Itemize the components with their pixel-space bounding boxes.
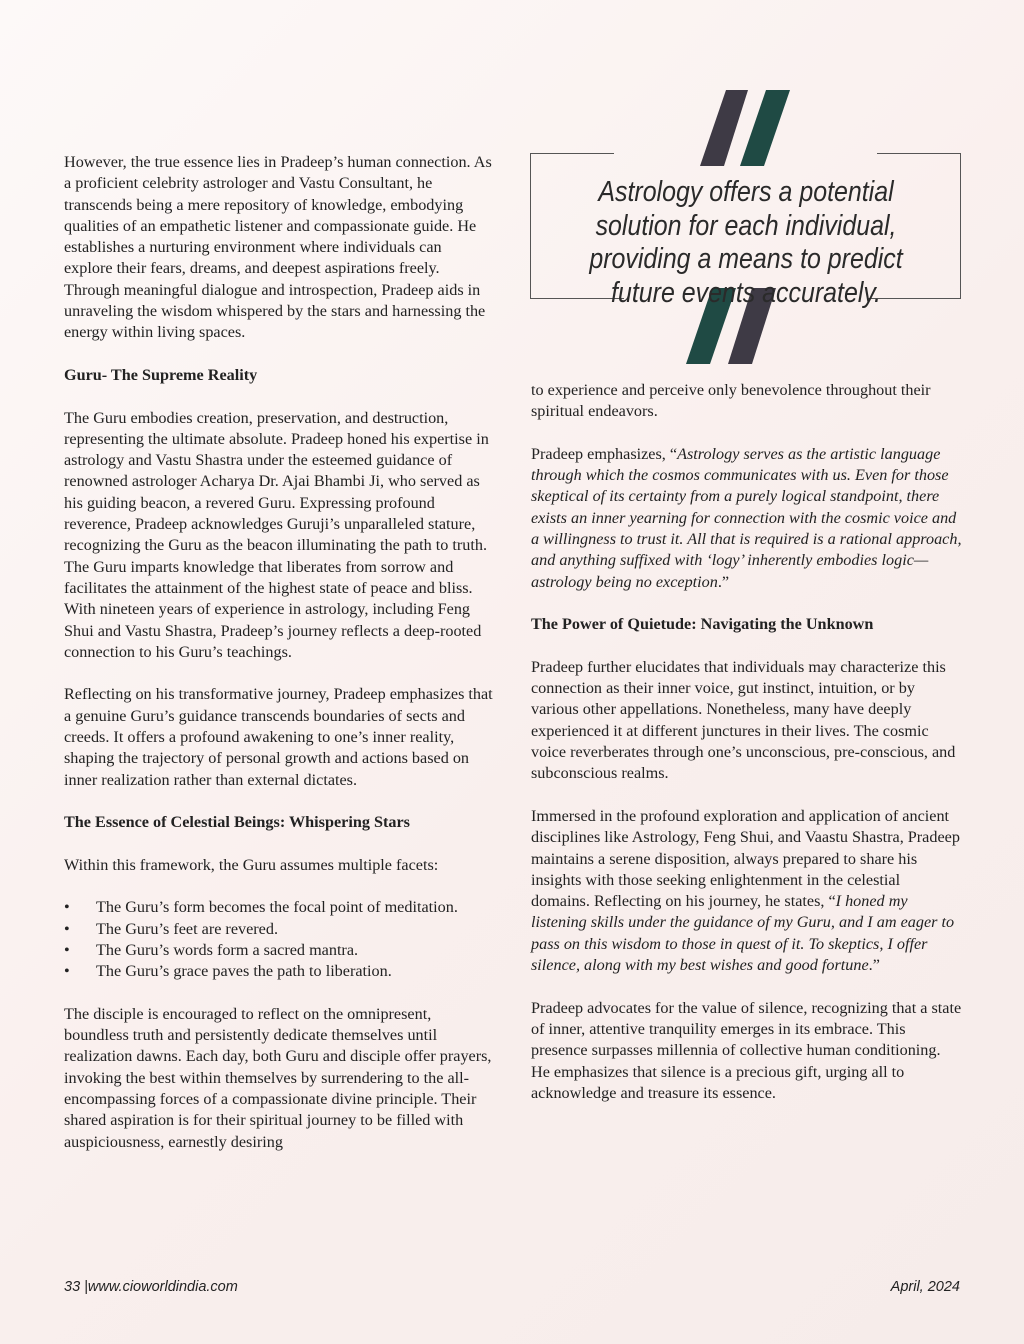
quote-frame-line	[530, 153, 531, 299]
bullet-icon: •	[64, 962, 70, 981]
left-column	[64, 152, 494, 1174]
footer-date: April, 2024	[890, 1279, 960, 1295]
facets-intro: Within this framework, the Guru assumes multiple facets:	[64, 855, 439, 874]
reflection-paragraph: Reflecting on his transformative journey, Pradeep emphasizes that a genuine Guru’s guidance transcends boundaries of sects and creeds. It offers a profound awakening to one’s inner reality, shaping the trajectory of personal growth and actions based on inner realization rather than external dictates.	[64, 685, 493, 789]
open-quote-icon	[698, 88, 794, 168]
bullet-icon: •	[64, 919, 70, 938]
guru-paragraph: The Guru embodies creation, preservation, and destruction, representing the ultimate absolute. Pradeep honed his expertise in astrology and Vastu Shastra under the esteemed guidance of renowned astrologer Acharya Dr. Ajai Bhambi Ji, who served as his guiding beacon, a revered Guru. Expressing profound reverence, Pradeep acknowledges Guruji’s unparalleled stature, recognizing the Guru as the beacon illuminating the path to truth. The Guru imparts knowledge that liberates from sorrow and facilitates the attainment of the highest state of peace and bliss. With nineteen years of experience in astrology, including Feng Shui and Vastu Shastra, Pradeep’s journey reflects a deep-rooted connection to his Guru’s teachings.	[64, 408, 489, 661]
quote-paragraph: Pradeep emphasizes, “Astrology serves as the artistic language through which the cosmos communicates with us. Even for those skeptical of its certainty from a purely logical standpoint, there exists an inner yearning for connection with the cosmic voice and a willingness to trust it. All that is required is a rational approach, and anything suffixed with ‘logy’ inherently embodies logic—astrology being no exception.”	[531, 444, 962, 591]
list-item: • The Guru’s form becomes the focal point of meditation.	[64, 897, 494, 918]
inline-quote: Astrology serves as the artistic language through which the cosmos communicates with us. Even for those skeptical of its certainty from a purely logical standpoint, there exists an inner yearning for connection with the cosmic voice and a willingness to trust it. All that is required is a rational approach, and anything suffixed with ‘logy’ inherently embodies logic—astrology being no exception	[531, 444, 962, 591]
inline-quote: I honed my listening skills under the guidance of my Guru, and I am eager to pass on this wisdom to those in quest of it. To skeptics, I offer silence, along with my best wishes and good fortune	[531, 892, 955, 975]
quote-frame-line	[530, 153, 614, 154]
list-item: • The Guru’s grace paves the path to liberation.	[64, 961, 494, 982]
continuation-paragraph: to experience and perceive only benevolence throughout their spiritual endeavors.	[531, 381, 931, 421]
inner-voice-paragraph: Pradeep further elucidates that individuals may characterize this connection as their inner voice, gut instinct, intuition, or by various other appellations. Nonetheless, many have deeply experienced it at different junctures in their lives. The cosmic voice reverberates through one’s unconscious, pre-conscious, and subconscious realms.	[531, 657, 956, 783]
pull-quote	[530, 88, 962, 368]
intro-paragraph: However, the true essence lies in Pradeep’s human connection. As a proficient celebrity astrologer and Vastu Consultant, he transcends being a mere repository of knowledge, embodying qualities of an empathetic listener and compassionate guide. He establishes a nurturing environment where individuals can explore their fears, dreams, and deepest aspirations freely. Through meaningful dialogue and introspection, Pradeep aids in unraveling the wisdom whispered by the stars and harnessing the energy within living spaces.	[64, 153, 492, 342]
footer-page-url: 33 |www.cioworldindia.com	[64, 1279, 238, 1295]
silence-paragraph: Pradeep advocates for the value of silence, recognizing that a state of inner, attentive tranquility emerges in its embrace. This presence surpasses millennia of collective human conditioning. He emphasizes that silence is a precious gift, urging all to acknowledge and treasure its essence.	[531, 998, 962, 1102]
pull-quote-text: Astrology offers a potential solution for each individual, providing a means to predict future events accurately.	[589, 176, 903, 309]
right-column	[531, 380, 963, 1125]
facets-list	[64, 897, 494, 982]
list-item: • The Guru’s words form a sacred mantra.	[64, 940, 494, 961]
bullet-icon: •	[64, 940, 70, 959]
section-heading-guru: Guru- The Supreme Reality	[64, 365, 258, 384]
bullet-icon: •	[64, 898, 70, 917]
disciplines-paragraph: Immersed in the profound exploration and application of ancient disciplines like Astrology, Feng Shui, and Vaastu Shastra, Pradeep maintains a serene disposition, always prepared to share his insights with those seeking enlightenment in the celestial domains. Reflecting on his journey, he states, “I honed my listening skills under the guidance of my Guru, and I am eager to pass on this wisdom to those in quest of it. To skeptics, I offer silence, along with my best wishes and good fortune.”	[531, 806, 960, 975]
disciple-paragraph: The disciple is encouraged to reflect on the omnipresent, boundless truth and persistently dedicate themselves until realization dawns. Each day, both Guru and disciple offer prayers, invoking the best within themselves by surrendering to the all-encompassing forces of a compassionate divine principle. Their shared aspiration is for their spiritual journey to be filled with auspiciousness, earnestly desiring	[64, 1004, 492, 1151]
quote-frame-line	[877, 153, 961, 154]
quote-frame-line	[960, 153, 961, 299]
list-item: • The Guru’s feet are revered.	[64, 919, 494, 940]
section-heading-quietude: The Power of Quietude: Navigating the Unknown	[531, 615, 874, 634]
section-heading-celestial: The Essence of Celestial Beings: Whispering Stars	[64, 813, 410, 832]
